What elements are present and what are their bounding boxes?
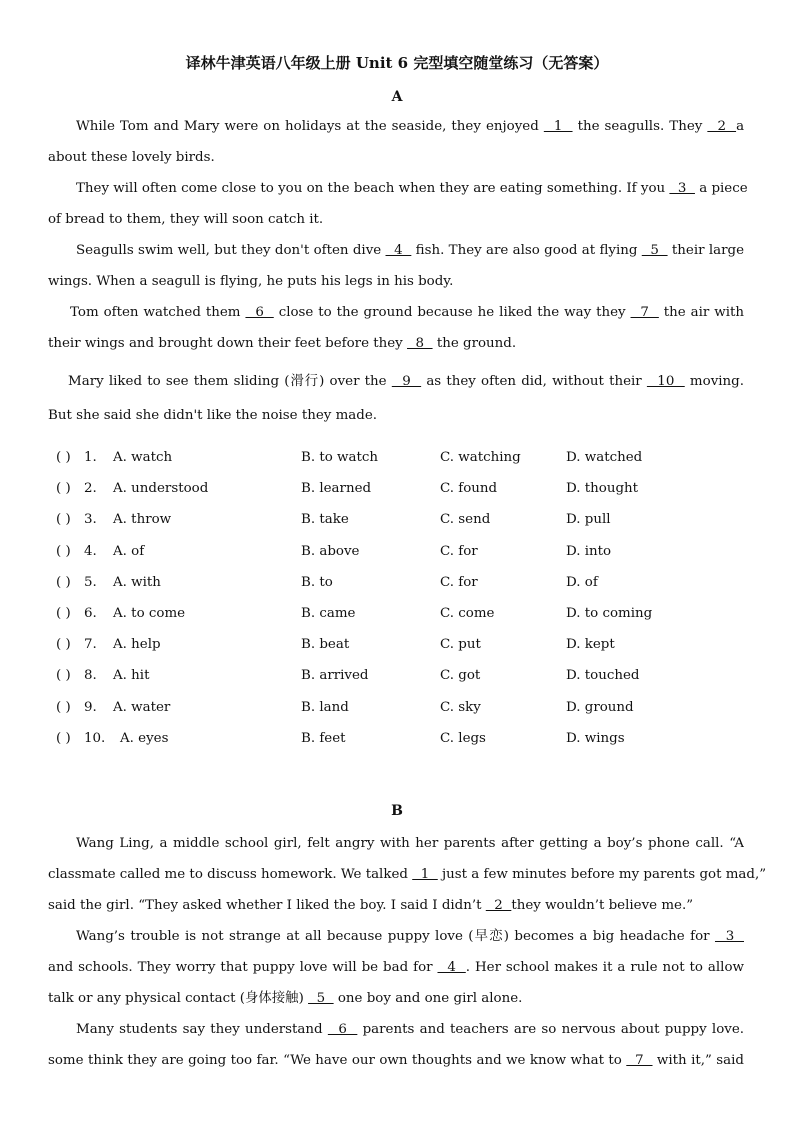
passage-line [48,890,744,921]
passage-line [48,400,744,431]
option-c: C. legs [440,730,486,746]
option-d: D. wings [566,730,625,746]
option-c: C. watching [440,450,521,465]
answer-blank: 8 [407,336,433,351]
option-c: C. found [440,481,498,497]
option-a: A. of [113,543,145,559]
answer-blank: 3 [714,929,744,944]
passage-text: their wings and brought down their feet before they [48,336,408,351]
question-number: 5. [84,574,97,590]
answer-blank: 10 [646,374,685,389]
passage-text: the seagulls. They [572,119,708,134]
passage-text: a [736,119,744,134]
passage-text: classmate called me to discuss homework. We talked [48,867,413,882]
passage-text: Wang Ling, a middle school girl, felt angry with her parents after getting a boy’s phone call. “A [76,836,744,851]
passage-text: the ground. [432,336,517,351]
option-a: A. hit [113,668,150,684]
passage-text: as they often did, without their [421,374,647,389]
passage-text: But she said she didn't like the noise they made. [48,408,378,423]
question-number: 6. [84,606,97,621]
answer-paren: ( ) [56,637,71,653]
passage-text: a piece [694,181,748,196]
section-b-label: B [391,803,403,819]
option-b: B. arrived [301,668,369,684]
question-number: 3. [84,512,97,528]
passage-text: of bread to them, they will soon catch it. [48,212,324,227]
passage-text: Seagulls swim well, but they don't often dive [76,243,386,258]
answer-blank: 9 [391,374,422,389]
passage-text: . Her school makes it a rule not to allow [465,960,744,975]
answer-blank: 5 [641,243,668,258]
question-row [56,512,746,532]
passage-text: They will often come close to you on the beach when they are eating something. If you [76,181,670,196]
question-number: 9. [84,699,97,715]
passage-text: they wouldn’t believe me.” [511,898,694,913]
passage-text: with it,” said [652,1053,744,1068]
question-number: 7. [84,637,97,653]
passage-text: Wang’s trouble is not strange at all because puppy love (早恋) becomes a big headache for [76,929,715,944]
passage-line [48,1045,744,1076]
option-b: B. to watch [301,450,379,465]
question-row [56,544,746,564]
answer-paren: ( ) [56,543,71,559]
question-number: 10. [84,730,106,746]
passage-text: just a few minutes before my parents got mad,” [437,867,767,882]
question-row [56,731,746,751]
option-b: B. came [301,606,356,621]
option-c: C. sky [440,699,481,715]
passage-text: parents and teachers are so nervous about puppy love. [362,1022,744,1037]
answer-blank: 1 [412,867,438,882]
option-c: C. put [440,637,481,653]
passage-line [48,173,748,204]
passage-text: Tom often watched them [70,305,246,320]
passage-text: Many students say they understand [76,1022,328,1037]
option-a: A. with [113,574,161,590]
answer-blank: 2 [485,898,512,913]
answer-blank: 7 [630,305,659,320]
section-b-passage [48,828,767,1076]
option-c: C. come [440,606,495,621]
option-d: D. to coming [566,606,653,621]
passage-text: wings. When a seagull is flying, he puts his legs in his body. [48,274,454,289]
question-number: 4. [84,543,97,559]
answer-blank: 4 [385,243,412,258]
option-b: B. take [301,512,349,528]
passage-line [48,111,744,142]
answer-paren: ( ) [56,450,71,465]
answer-blank: 7 [626,1053,653,1068]
passage-line [48,828,744,859]
section-a-passage [48,111,748,431]
option-c: C. send [440,512,491,528]
passage-line [48,952,744,983]
passage-line [48,142,744,173]
option-b: B. beat [301,637,350,653]
passage-text: some think they are going too far. “We have our own thoughts and we know what to [48,1053,627,1068]
option-a: A. understood [113,481,209,497]
question-row [56,700,746,720]
answer-blank: 4 [437,960,466,975]
option-b: B. to [301,574,333,590]
passage-text: said the girl. “They asked whether I liked the boy. I said I didn’t [48,898,486,913]
answer-paren: ( ) [56,606,71,621]
question-row [56,637,746,657]
answer-blank: 3 [669,181,695,196]
option-b: B. feet [301,730,346,746]
option-c: C. for [440,574,478,590]
passage-text: fish. They are also good at flying [411,243,642,258]
question-row [56,668,746,688]
passage-line [48,204,744,235]
option-d: D. kept [566,637,615,653]
option-a: A. watch [113,450,173,465]
option-b: B. learned [301,481,372,497]
passage-text: talk or any physical contact (身体接触) [48,991,309,1006]
answer-paren: ( ) [56,699,71,715]
answer-blank: 6 [245,305,274,320]
question-number: 2. [84,481,97,497]
passage-text: their large [667,243,744,258]
page-title: 译林牛津英语八年级上册 Unit 6 完型填空随堂练习（无答案） [185,54,609,72]
question-number: 8. [84,668,97,684]
passage-text: the air with [658,305,744,320]
answer-blank: 6 [327,1022,358,1037]
passage-text: one boy and one girl alone. [333,991,523,1006]
option-a: A. throw [113,512,172,528]
passage-line [48,366,744,397]
option-b: B. above [301,543,360,559]
answer-paren: ( ) [56,574,71,590]
question-row [56,481,746,501]
question-number: 1. [84,450,97,465]
question-row [56,575,746,595]
option-d: D. pull [566,512,611,528]
option-a: A. water [113,699,171,715]
option-d: D. into [566,543,612,559]
option-d: D. thought [566,481,639,497]
passage-text: and schools. They worry that puppy love will be bad for [48,960,438,975]
passage-line [48,297,744,328]
option-c: C. for [440,543,478,559]
passage-line [48,859,767,890]
answer-blank: 2 [707,119,737,134]
option-a: A. help [113,637,161,653]
answer-paren: ( ) [56,668,71,684]
passage-line [48,235,744,266]
option-d: D. ground [566,699,634,715]
answer-blank: 1 [543,119,573,134]
answer-paren: ( ) [56,730,71,746]
option-d: D. watched [566,450,643,465]
passage-text: Mary liked to see them sliding (滑行) over the [68,374,392,389]
option-c: C. got [440,668,481,684]
passage-line [48,921,744,952]
answer-paren: ( ) [56,481,71,497]
question-row [56,450,746,470]
option-a: A. to come [113,606,186,621]
passage-text: moving. [684,374,744,389]
option-d: D. of [566,574,598,590]
question-row [56,606,746,626]
passage-text: close to the ground because he liked the way they [273,305,631,320]
section-a-label: A [391,89,403,105]
option-b: B. land [301,699,349,715]
option-d: D. touched [566,668,640,684]
passage-line [48,1014,744,1045]
answer-paren: ( ) [56,512,71,528]
passage-line [48,266,744,297]
option-a: A. eyes [120,730,169,746]
passage-line [48,328,744,359]
answer-blank: 5 [308,991,334,1006]
passage-line [48,983,744,1014]
passage-text: about these lovely birds. [48,150,215,165]
passage-text: While Tom and Mary were on holidays at the seaside, they enjoyed [76,119,544,134]
